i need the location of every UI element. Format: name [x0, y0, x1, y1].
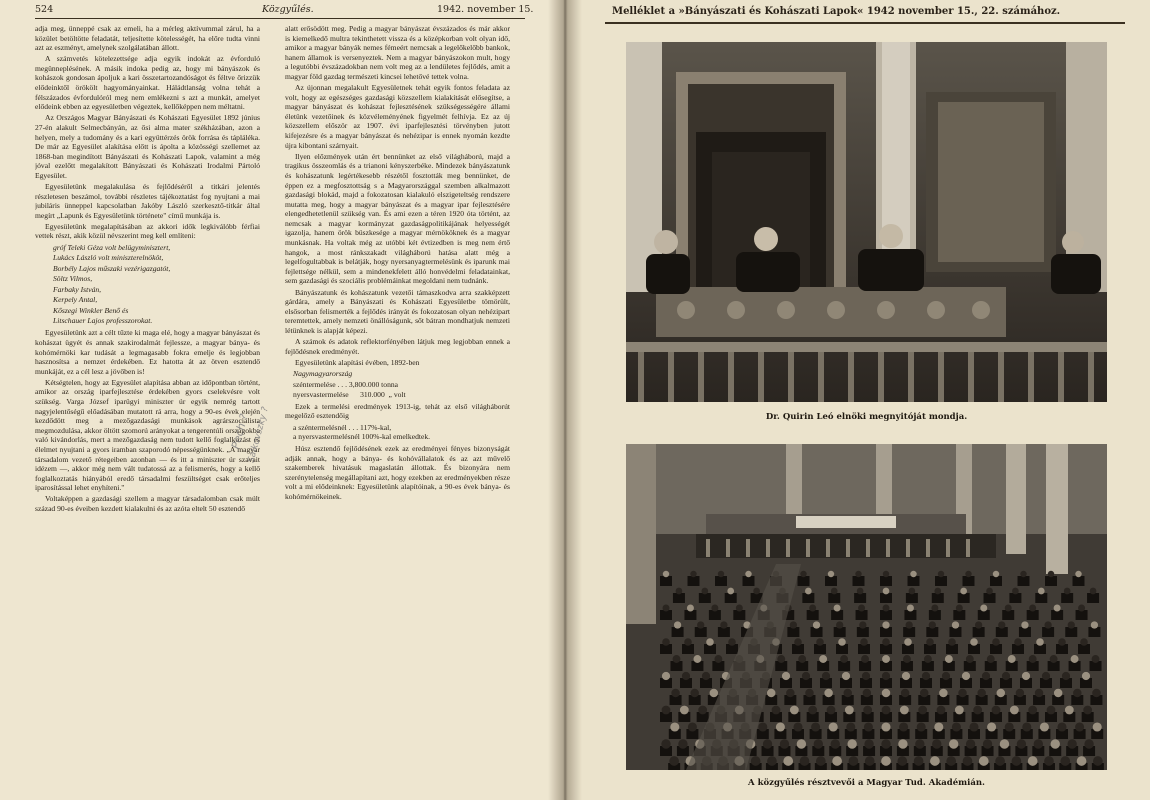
page-number: 524 [35, 4, 54, 15]
running-title: Közgyűlés. [262, 4, 314, 15]
list-item: Söltz Vilmos, [53, 274, 93, 284]
table-label: széntermelése . . . [293, 380, 347, 390]
founders-list [53, 243, 260, 326]
issue-date: 1942. november 15. [437, 4, 534, 15]
paragraph: A számok és adatok reflektorfényében látjuk meg legjobban ennek a fejlődésnek eredményét. [285, 337, 510, 356]
paragraph: Ilyen előzmények után ért bennünket az első világháború, majd a tragikus összeomlás és a trianoni kényszerbéke. Mindezek bányászatunk és kohászatunk legértékesebb részétől fosztották meg bennünket, de éppen ez a megfosztottság s a Magyarországgal szemben alkalmazott gazdasági blokád, majd a fokozatosan kialakuló elszigeteltség rendszere mutatta meg, hogy a magyar bányászat és a magyar ipar fejlesztésére elengedhetetlenül szükség van. És ami ezen a téren 1920 óta történt, az nemcsak a magyar kormányzat gazdaságpolitikájának helyességét igazolja, hanem örök büszkesége a magyar mérnököknek és a magyar munkásnak. Ha voltak még az utóbbi két évtizedben is meg nem értő hangok, a most ránkszakadt világháború hatása alatt még a legelfogultabbak is belátják, hogy nyersanyagtermelésünk és iparunk mai fejlettsége nélkül, sem a mindenekfelett álló honvédelmi feladatainkat, sem gazdasági és szociális problémáinkat megoldani nem tudnánk. [285, 151, 510, 286]
list-item: Lukács László volt miniszterelnököt, [53, 253, 164, 263]
paragraph: Az újonnan megalakult Egyesületnek tehát egyik fontos feladata az volt, hogy az egészséges gazdasági közszellem kialakítását elősegítse, a magyar bányászat és kohászat fejlesztésének szükségességére állami életünk vezetőinek és közvéleményének figyelmét felhívja. Ez az új közszellem először az 1907. évi iparfejlesztési törvényben jutott kifejezésre és a magyar bányászat és nehézipar is ennek nyomán kezdte újra kibontani szárnyait. [285, 83, 510, 150]
list-item: Kőszegi Winkler Benő és [53, 305, 129, 315]
paragraph: Kétségtelen, hogy az Egyesület alapítása abban az időpontban történt, amikor az ország iparfejlesztése érdekében gyors cselekvésre volt szükség. Varga József iparügyi miniszter úr egyik nemrég tartott nagyjelentőségű előadásában mutatott rá arra, hogy a 90-es évek elején kezdődött meg a mezőgazdasági munkások agrárszocialista megmozdulása, akkor öltött szomorú arányokat a tengerentúli országokba való kivándorlás, mert a mezőgazdaság nem tudott kellő foglalkozást és élelmet nyujtani a gyors iramban szaporodó népességünknek. „A magyar társadalom vezető rétegeiben azonban — és itt a miniszter úr szavait idézem —, akkor még nem vált tudatossá az a felismerés, hogy a kellő foglalkoztatás hiányából eredő társadalmi feszültséget csak erőteljes iparosítással lehet enyhíteni." [35, 377, 260, 493]
list-item: Kerpely Antal, [53, 295, 98, 305]
list-item: Farbaky István, [53, 284, 102, 294]
paragraph: Voltaképpen a gazdasági szellem a magyar társadalomban csak múlt század 90-es éveiben kezdett kialakulni és az azóta eltelt 50 esztendő [35, 494, 260, 513]
paragraph: Egyesületünk megalakulása és fejlődéséről a titkári jelentés részletesen beszámol, további részletes tájékoztatást fog nyujtani a mai jubiláris ünneppel kapcsolatban Jakóby László szerkesztő-titkár által megírt „Lapunk és Egyesületünk története" című munkája is. [35, 182, 260, 220]
table-value: 310.000 [360, 389, 385, 399]
table-heading: Nagymagyarország [293, 368, 353, 378]
paragraph: Ezek a termelési eredmények 1913-ig, tehát az első világháborút megelőző esztendőig [285, 401, 510, 421]
paragraph: adja meg, ünneppé csak az emeli, ha a mérleg aktívummal zárul, ha a közület betöltötte feladatát, teljesítette kötelességét, ha előre tudta vinni azt az eszményt, amelynek szolgálatában állott. [35, 24, 260, 53]
table-value: 3,800.000 tonna [348, 380, 399, 390]
production-table [293, 380, 510, 399]
pencil-note: Salkovszky ? [246, 405, 271, 465]
growth-row: a széntermelésnél . . . 117%-kal, [293, 422, 392, 432]
photo1-caption: Dr. Quirin Leó elnöki megnyitóját mondja. [765, 412, 968, 422]
text-column-1 [35, 24, 260, 796]
paragraph: Egyesületünk azt a célt tűzte ki maga elé, hogy a magyar bányászat és kohászat ügyét és annak szakirodalmát fejlessze, a magyar bánya- és kohómérnöki kar tudását a legmagasabb fokra emelje és legjobban hasznosítsa a nemzet érdekében. Ez hatotta át az ötven esztendő munkáját, ez a cél lesz a jövőben is! [35, 328, 260, 376]
paragraph: Húsz esztendő fejlődésének ezek az eredményei fényes bizonyságát adják annak, hogy a bánya- és kohóvállalatok és az azt művelő szakemberek hivatásuk magaslatán állottak. És bizonyára nem szerénytelenség megállapítani azt, hogy ezekben az eredményekben része volt a mi elődeinknek: Egyesületünk alapítóinak, a 90-es évek bánya- és kohómérnökeinek. [285, 443, 510, 501]
paragraph: A számvetés kötelezettsége adja egyik indokát az évforduló megünneplésének. A másik indoka pedig az, hogy mi bányászok és kohászok gondosan ápoljuk a kari összetartozandóságot és féltve őrizzük elődeinktől örökölt hagyományainkat. Háládtlanság volna tehát a félszázados évfordulóról meg nem emlékezni s azt a munkát, amelyet elődeink ebben az egyesületben végeztek, kellőképpen nem méltatni. [35, 54, 260, 112]
table-suffix: „ volt [388, 389, 406, 399]
photo2-caption: A közgyűlés résztvevői a Magyar Tud. Akadémián. [748, 778, 985, 788]
table-label: nyersvastermelése [293, 389, 349, 399]
paragraph: Bányászatunk és kohászatunk vezetői támaszkodva arra szakképzett gárdára, amely a Bányászati és Kohászati Egyesületbe tömörült, elsősorban felismerték a fejlődés irányát és fokozatosan olyan nehézipart teremtettek, amely nemzeti önállóságunk, sőt bátran mondhatjuk nemzeti létünknek is alapját képezi. [285, 287, 510, 335]
paragraph: alatt erősödött meg. Pedig a magyar bányászat évszázados és már akkor is kiemelkedő multra tekinthetett vissza és a középkorban volt olyan idő, amikor a magyar bányák nemes fémeért nemcsak a legelőkelőbb bankok, hanem államok is versenyeztek. Nem a magyar bányászokon mult, hogy a legutóbbi évszázadokban nem volt meg az a lendületes fejlődés, amit a magyar föld gazdag természeti kincsei lehetővé tettek volna. [285, 24, 510, 81]
list-item: gróf Teleki Géza volt belügyminisztert, [53, 243, 171, 253]
growth-row: a nyersvastermelésnél 100%-kal emelkedtek. [293, 432, 431, 442]
photo-audience [626, 444, 1107, 770]
growth-rows [293, 423, 510, 442]
pencil-note: Pech ? [228, 412, 251, 451]
list-item: Litschauer Lajos professzorokat. [53, 315, 153, 325]
paragraph: Az Országos Magyar Bányászati és Kohászati Egyesület 1892 június 27-én alakult Selmecbányán, az ősi alma mater székházában, azon a helyen, mely a tudomány és a kari együttérzés örök forrása és táplálékа. De már az Egyesület alakítása előtt is ápolta a közösségi szellemet az 1868-ban megindított Bányászati és Kohászati Lapok, valamint a még jóval ezelőtt megalakított Bányászati és Kohászati Irodalmi Pártoló Egyesület. [35, 113, 260, 180]
paragraph: Egyesületünk alapítási évében, 1892-ben [295, 357, 420, 367]
paragraph: Egyesületünk megalapításában az akkori idők legkiválóbb férfiai vettek részt, akik közül névszerint meg kell említeni: [35, 221, 260, 241]
header-rule [605, 22, 1125, 24]
text-column-2 [285, 24, 510, 796]
supplement-header: Melléklet a »Bányászati és Kohászati Lapok« 1942 november 15., 22. számához. [612, 6, 1061, 17]
list-item: Borbély Lajos műszaki vezérigazgatót, [53, 263, 171, 273]
left-page [0, 0, 565, 800]
photo-presidium [626, 42, 1107, 402]
header-rule [35, 18, 525, 19]
